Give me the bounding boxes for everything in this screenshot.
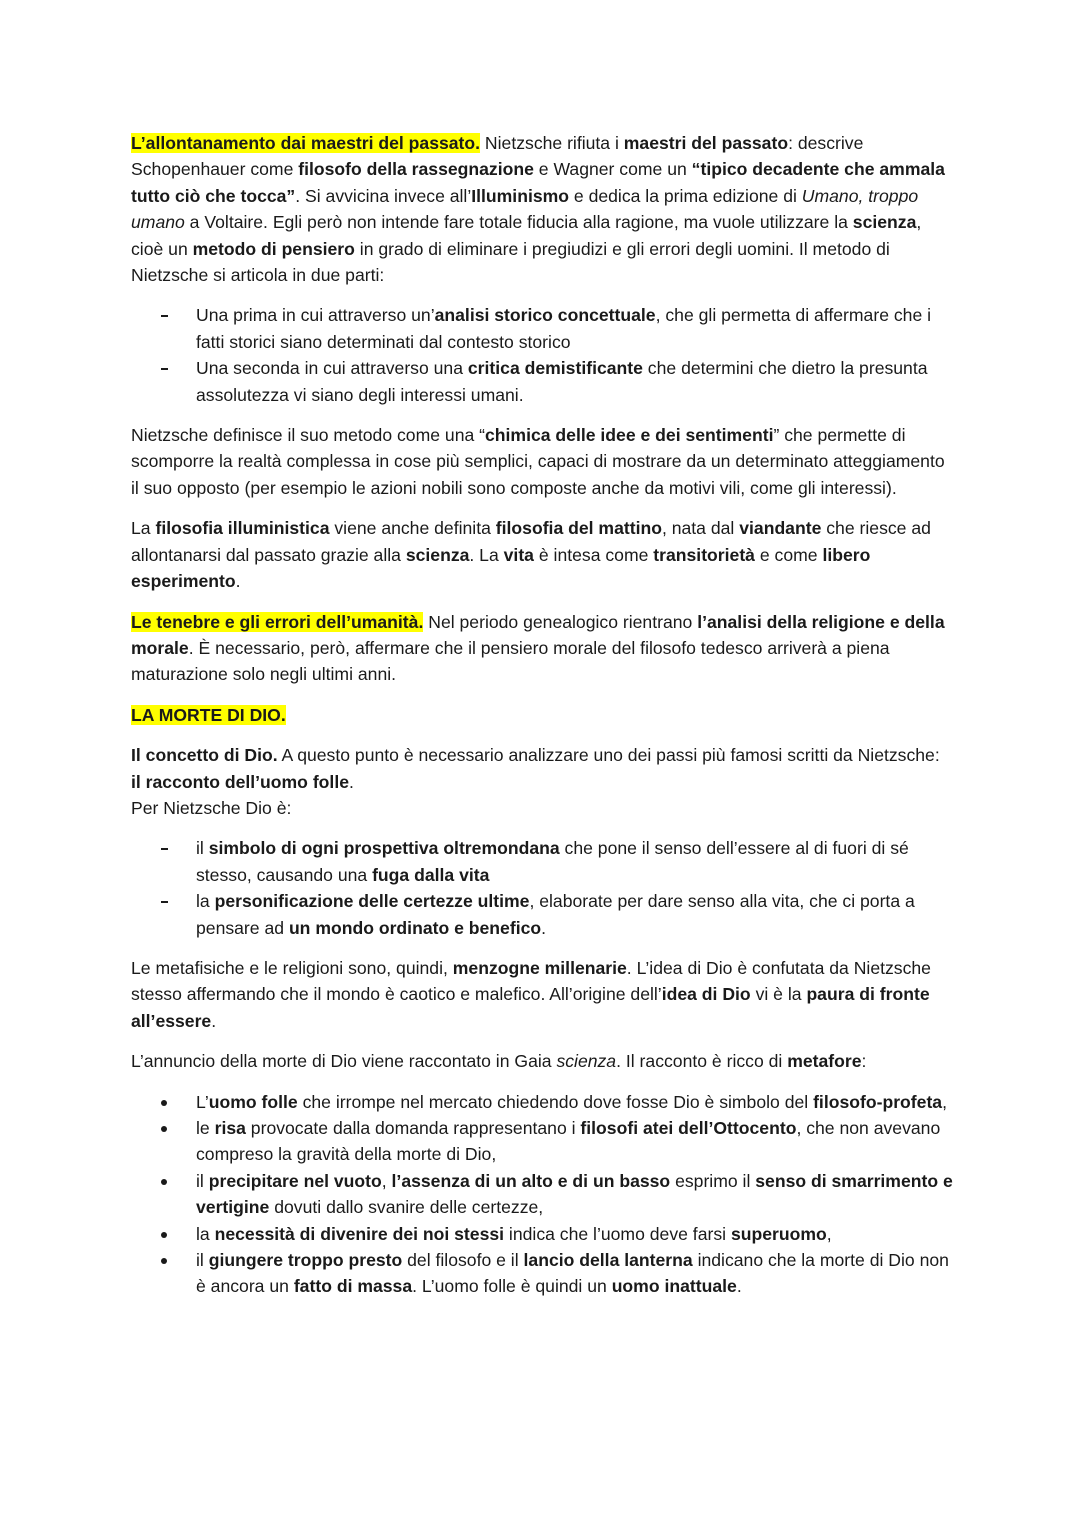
text-run: , [826,1223,832,1244]
bold-text: Il concetto di Dio. [131,745,278,766]
bold-text: viandante [739,518,822,539]
text-run: . È necessario, però, affermare che il pensiero morale del filosofo tedesco arriverà a piena maturazione solo negli ultimi anni. [131,637,890,685]
text-run: e Wagner come un [533,159,692,180]
bold-text: precipitare nel vuoto [208,1170,382,1191]
bold-text: lancio della lanterna [523,1250,693,1271]
text-run: L’ [196,1091,209,1112]
text-run: , cioè un [131,212,922,259]
text-run: , [942,1091,947,1112]
text-run: in grado di eliminare i pregiudizi e gli errori degli uomini. Il metodo di Nietzsche si articola in due parti: [131,238,890,286]
text-run: , nata dal [661,518,740,539]
text-run: che riesce ad allontanarsi dal passato grazie alla [131,518,931,565]
text-run: vi è la [750,984,807,1005]
text-run: dovuti dallo svanire delle certezze, [269,1197,544,1218]
text-run: . [349,771,354,792]
text-run: . [736,1276,742,1297]
bold-text: scienza [405,544,470,565]
text-run: . [211,1010,217,1031]
text-run: , elaborate per dare senso alla vita, che ci porta a pensare ad [196,891,915,938]
bold-text: uomo inattuale [611,1276,737,1297]
paragraph [131,609,953,688]
bold-text: “tipico decadente che ammala tutto ciò che tocca” [131,159,945,206]
bold-text: personificazione delle certezze ultime [214,891,530,912]
list-item [131,835,953,888]
bold-text: Illuminismo [471,185,570,206]
text-run: la [196,891,215,912]
bold-text: il racconto dell’uomo folle [131,771,349,792]
text-run: a Voltaire. Egli però non intende fare totale fiducia alla ragione, ma vuole utilizzare la [184,212,853,233]
list-item [131,302,953,355]
text-run: Nietzsche definisce il suo metodo come una “ [131,425,486,446]
bold-text: transitorietà [653,544,755,565]
text-run: del filosofo e il [402,1250,524,1271]
text-run: , che gli permetta di affermare che i fatti storici siano determinati dal contesto storico [196,305,932,352]
text-run: il [196,838,209,859]
text-run: le [196,1118,215,1138]
list-item [131,1221,953,1247]
text-run: . L’uomo folle è quindi un [412,1276,612,1297]
paragraph [131,1048,953,1074]
text-run: . [541,917,546,938]
bold-text: uomo folle [208,1091,298,1112]
bold-text: l’analisi della religione e della morale [131,611,945,658]
document-body [131,130,953,1314]
bold-text: vita [503,544,534,565]
text-run: ” che permette di scomporre la realtà complessa in cose più semplici, capaci di mostrare da un determinato atteggiamento il suo opposto (per esempio le azioni nobili sono composte anche da motivi vili, come gli interessi). [131,425,945,498]
bold-text: necessità di divenire dei noi stessi [214,1223,505,1244]
list-item [131,1115,953,1168]
bold-text: chimica delle idee e dei sentimenti [485,425,774,446]
text-run: Una prima in cui attraverso un’ [196,305,435,326]
bold-text: superuomo [730,1223,827,1244]
bold-text: senso di smarrimento e vertigine [196,1170,953,1218]
bold-text: filosofia illuministica [155,518,330,539]
paragraph [131,955,953,1034]
bold-text: filosofo della rassegnazione [298,159,534,180]
text-run: . [235,571,241,592]
bold-text: filosofia del mattino [495,518,662,539]
text-run: La [131,518,156,539]
text-run: che pone il senso dell’essere al di fuori di sé stesso, causando una [196,838,909,885]
text-run: e dedica la prima edizione di [569,185,802,206]
text-run: Per Nietzsche Dio è: [131,797,292,818]
highlighted-heading: LA MORTE DI DIO. [131,704,286,725]
text-run: Nel periodo genealogico rientrano [423,611,698,632]
text-run: è intesa come [533,544,654,565]
list-item [131,1247,953,1300]
text-run: , che non avevano compreso la gravità della morte di Dio, [196,1118,941,1165]
text-run: che determini che dietro la presunta assolutezza vi siano degli interessi umani. [196,358,928,405]
bullet-list [131,1089,953,1300]
bold-text: filosofi atei dell’Ottocento [580,1118,797,1138]
highlighted-heading: L’allontanamento dai maestri del passato. [131,133,481,153]
bold-text: giungere troppo presto [208,1250,403,1271]
paragraph [131,515,953,594]
bold-text: libero esperimento [131,544,871,592]
paragraph [131,702,953,728]
text-run: . Si avvicina invece all’ [295,185,472,206]
text-run: A questo punto è necessario analizzare uno dei passi più famosi scritti da Nietzsche: [277,745,940,766]
highlighted-heading: Le tenebre e gli errori dell’umanità. [131,611,424,632]
paragraph [131,130,953,288]
bold-text: fuga dalla vita [372,864,490,885]
bold-text: filosofo-profeta [813,1091,943,1112]
text-run: Nietzsche rifiuta i [480,133,624,153]
bold-text: maestri del passato [623,133,789,153]
text-run: Le metafisiche e le religioni sono, quindi, [131,957,453,978]
text-run: . L’idea di Dio è confutata da Nietzsche stesso affermando che il mondo è caotico e malefico. All’origine dell’ [131,957,931,1005]
text-run: , [381,1170,392,1191]
text-run: L’annuncio della morte di Dio viene raccontato in Gaia [131,1051,557,1072]
text-run: : descrive Schopenhauer come [131,133,864,180]
bold-text: metodo di pensiero [192,238,355,259]
text-run: il [196,1170,209,1191]
bold-text: menzogne millenarie [452,957,627,978]
bold-text: simbolo di ogni prospettiva oltremondana [208,838,560,859]
bold-text: paura di fronte all’essere [131,984,930,1031]
text-run: che irrompe nel mercato chiedendo dove fosse Dio è simbolo del [297,1091,814,1112]
list-item [131,1168,953,1221]
bold-text: analisi storico concettuale [434,305,656,326]
text-run: . La [469,544,504,565]
bold-text: risa [214,1118,246,1138]
text-run: e come [754,544,823,565]
text-run: indicano che la morte di Dio non è ancora un [196,1250,949,1297]
dash-list [131,302,953,408]
paragraph [131,742,953,821]
bold-text: l’assenza di un alto e di un basso [391,1170,671,1191]
bold-text: metafore [787,1051,862,1072]
text-run: : [861,1051,867,1072]
italic-text: scienza [556,1051,617,1072]
text-run: il [196,1250,209,1271]
text-run: provocate dalla domanda rappresentano i [245,1118,581,1138]
italic-text: Umano, troppo umano [131,185,919,233]
bold-text: scienza [852,212,917,233]
text-run: Una seconda in cui attraverso una [196,358,468,379]
bold-text: fatto di massa [293,1276,413,1297]
bold-text: idea di Dio [661,984,751,1005]
text-run: viene anche definita [329,518,496,539]
list-item [131,888,953,941]
text-run: la [196,1223,215,1244]
text-run: . Il racconto è ricco di [616,1051,788,1072]
text-run: indica che l’uomo deve farsi [504,1223,731,1244]
list-item [131,355,953,408]
bold-text: un mondo ordinato e benefico [288,917,542,938]
paragraph [131,422,953,501]
list-item [131,1089,953,1115]
bold-text: critica demistificante [467,358,643,379]
dash-list [131,835,953,941]
text-run: esprimo il [670,1170,756,1191]
